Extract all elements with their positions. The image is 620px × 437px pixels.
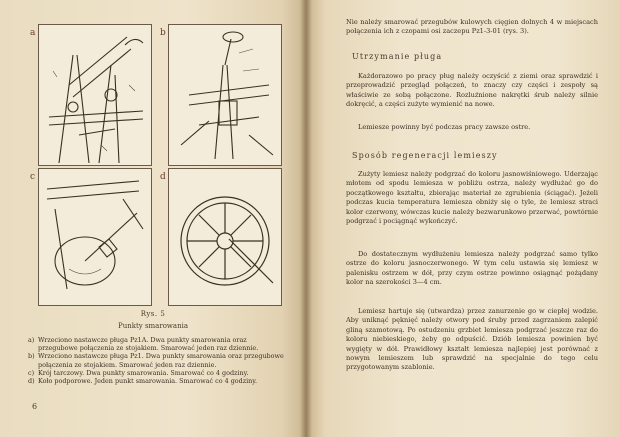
legend-key: a) bbox=[28, 336, 35, 344]
figure-legend bbox=[28, 336, 288, 385]
adjusting-spindle-pz1-illustration bbox=[169, 25, 281, 165]
book-spine bbox=[300, 0, 312, 437]
section-heading-regeneration: Sposób regeneracji lemieszy bbox=[352, 151, 498, 160]
intro-paragraph: Nie należy smarować przegubów kulowych cięgien dolnych 4 w miejscach połączenia ich z czopami osi zaczepu Pz1-3-01 (rys. 3). bbox=[346, 18, 598, 36]
legend-item bbox=[28, 377, 288, 385]
maintenance-note: Lemiesze powinny być podczas pracy zawsze ostre. bbox=[358, 123, 531, 131]
panel-letter-b: b bbox=[160, 28, 166, 38]
page-number-left: 6 bbox=[32, 402, 38, 411]
adjusting-spindle-pz1a-illustration bbox=[39, 25, 151, 165]
regeneration-paragraph-2: Do dostatecznym wydłużeniu lemiesza należy podgrzać samo tylko ostrze do koloru jasnoczerwonego. W tym celu ustawia się lemiesz w palenisku ostrzem w dół, przy czym ostrze powinno osiągnąć pożądany kolor na szerokości 3—4 cm. bbox=[346, 250, 598, 287]
disc-coulter-illustration bbox=[39, 169, 151, 305]
legend-key: c) bbox=[28, 368, 35, 377]
figure-panel-a bbox=[38, 24, 152, 166]
figure-label: Rys. 5 bbox=[140, 310, 166, 318]
legend-key: d) bbox=[28, 377, 35, 386]
regeneration-paragraph-3: Lemiesz hartuje się (utwardza) przez zanurzenie go w ciepłej wodzie. Aby uniknąć pęknięć należy otwory pod śruby przed zagrzaniem zalepić gliną szamotową. Po ostudzeniu grzbiet lemiesza podgrzać jeszcze raz do koloru niebieskiego, żeby go odpuścić. Dziób lemiesza powinien być wygięty w dół. Prawidłowy kształt lemiesza najlepiej jest porównać z nowym lemieszem lub sprawdzić na specjalnie do tego celu przygotowanym szablonie. bbox=[346, 307, 598, 372]
legend-item bbox=[28, 336, 288, 352]
maintenance-paragraph: Każdorazowo po pracy pług należy oczyścić z ziemi oraz sprawdzić i przeprowadzić przegląd połączeń, to znaczy czy części i zespoły są właściwie ze sobą połączone. Rozluźnione nakrętki śrub należy silnie dokręcić, a części zużyte wymienić na nowe. bbox=[346, 72, 598, 109]
legend-text: Wrzeciono nastawcze pługa Pz1. Dwa punkty smarowania oraz przegubowe połączenia ze stojakiem. Smarować jeden raz dziennie. bbox=[38, 352, 284, 369]
legend-text: Wrzeciono nastawcze pługa Pz1A. Dwa punkty smarowania oraz przegubowe połączenia ze stojakiem. Smarować jeden raz dziennie. bbox=[38, 336, 259, 353]
legend-item bbox=[28, 352, 288, 368]
left-page bbox=[0, 0, 306, 437]
section-heading-maintenance: Utrzymanie pługa bbox=[352, 52, 443, 61]
regeneration-paragraph-1: Zużyty lemiesz należy podgrzać do koloru jasnowiśniowego. Uderzając młotem od spodu lemiesza w pobliżu ostrza, należy wydłużać go do początkowego kształtu, zbierając materiał ze zgrubienia (ściągać). Jeżeli podczas kucia temperatura lemiesza obniży się o tyle, że lemiesz straci kolor czerwony, wówczas kucie należy bezwarunkowo przerwać, powtórnie podgrzać i pociągnąć wykończyć. bbox=[346, 170, 598, 226]
figure-panel-d bbox=[168, 168, 282, 306]
legend-text: Koło podporowe. Jeden punkt smarowania. Smarować co 4 godziny. bbox=[38, 377, 258, 386]
figure-panel-c bbox=[38, 168, 152, 306]
legend-item bbox=[28, 369, 288, 377]
legend-text: Krój tarczowy. Dwa punkty smarowania. Smarować co 4 godziny. bbox=[38, 368, 249, 377]
figure-title: Punkty smarowania bbox=[117, 322, 188, 330]
support-wheel-illustration bbox=[169, 169, 281, 305]
panel-letter-c: c bbox=[30, 172, 36, 182]
legend-key: b) bbox=[28, 352, 35, 361]
panel-letter-a: a bbox=[30, 28, 36, 38]
figure-panel-b bbox=[168, 24, 282, 166]
panel-letter-d: d bbox=[160, 172, 166, 182]
